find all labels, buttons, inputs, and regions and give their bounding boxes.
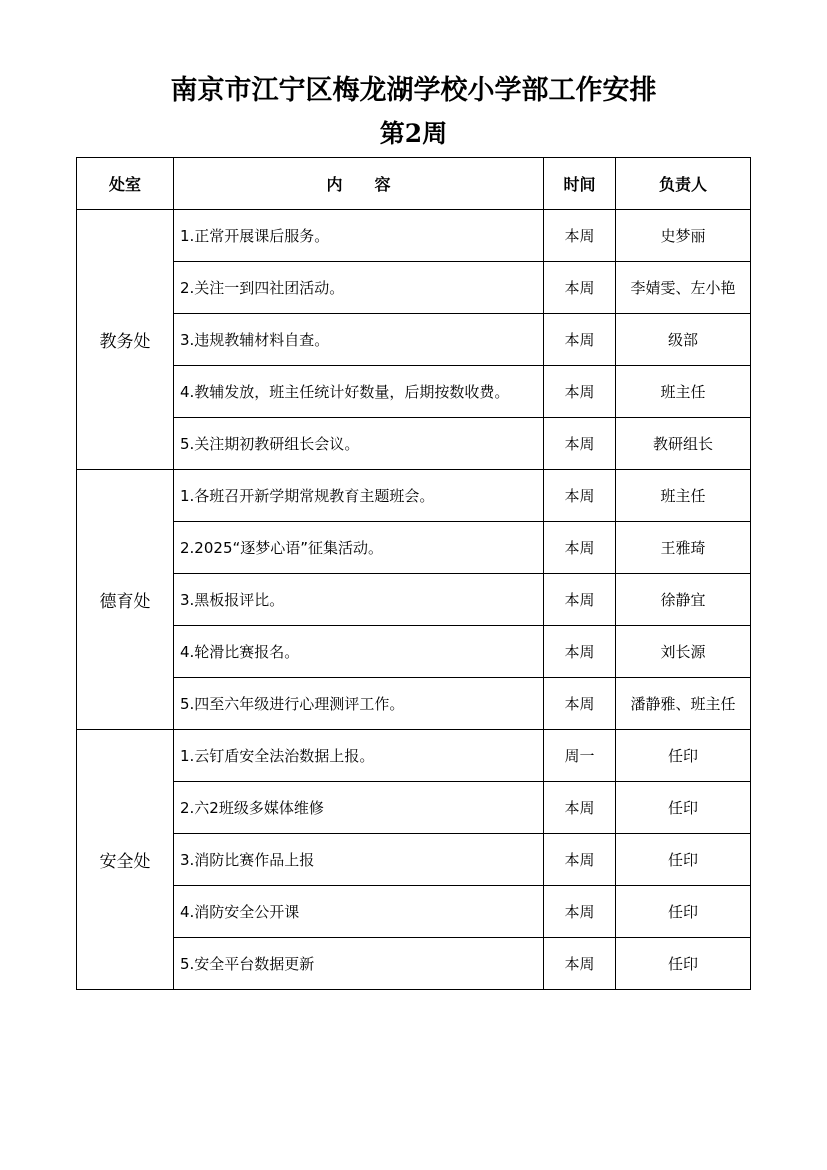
time-cell: 本周	[544, 210, 616, 262]
table-row	[77, 366, 751, 418]
content-cell: 2.2025“逐梦心语”征集活动。	[174, 522, 544, 574]
time-cell: 本周	[544, 470, 616, 522]
owner-cell: 史梦丽	[616, 210, 751, 262]
time-cell: 本周	[544, 678, 616, 730]
content-cell: 3.违规教辅材料自查。	[174, 314, 544, 366]
time-cell: 本周	[544, 366, 616, 418]
time-cell: 本周	[544, 574, 616, 626]
header-owner: 负责人	[616, 158, 751, 210]
table-row	[77, 938, 751, 990]
content-cell: 1.正常开展课后服务。	[174, 210, 544, 262]
owner-cell: 班主任	[616, 366, 751, 418]
owner-cell: 徐静宜	[616, 574, 751, 626]
table-row	[77, 314, 751, 366]
owner-cell: 王雅琦	[616, 522, 751, 574]
content-cell: 5.关注期初教研组长会议。	[174, 418, 544, 470]
table-row	[77, 782, 751, 834]
table-row	[77, 522, 751, 574]
owner-cell: 任印	[616, 782, 751, 834]
dept-cell: 安全处	[77, 730, 174, 990]
owner-cell: 教研组长	[616, 418, 751, 470]
owner-cell: 李婧雯、左小艳	[616, 262, 751, 314]
schedule-table	[76, 157, 751, 990]
owner-cell: 级部	[616, 314, 751, 366]
time-cell: 周一	[544, 730, 616, 782]
table-row	[77, 262, 751, 314]
owner-cell: 任印	[616, 730, 751, 782]
dept-cell: 德育处	[77, 470, 174, 730]
header-content: 内 容	[174, 158, 544, 210]
content-cell: 5.安全平台数据更新	[174, 938, 544, 990]
content-cell: 4.消防安全公开课	[174, 886, 544, 938]
content-cell: 5.四至六年级进行心理测评工作。	[174, 678, 544, 730]
time-cell: 本周	[544, 938, 616, 990]
table-row	[77, 886, 751, 938]
owner-cell: 任印	[616, 834, 751, 886]
header-time: 时间	[544, 158, 616, 210]
page-subtitle: 第2周	[379, 119, 448, 148]
header-dept: 处室	[77, 158, 174, 210]
content-cell: 4.教辅发放，班主任统计好数量，后期按数收费。	[174, 366, 544, 418]
table-row	[77, 210, 751, 262]
time-cell: 本周	[544, 314, 616, 366]
content-cell: 2.六2班级多媒体维修	[174, 782, 544, 834]
time-cell: 本周	[544, 626, 616, 678]
content-cell: 2.关注一到四社团活动。	[174, 262, 544, 314]
owner-cell: 任印	[616, 938, 751, 990]
content-cell: 1.各班召开新学期常规教育主题班会。	[174, 470, 544, 522]
owner-cell: 任印	[616, 886, 751, 938]
time-cell: 本周	[544, 418, 616, 470]
table-row	[77, 418, 751, 470]
time-cell: 本周	[544, 834, 616, 886]
table-header-row	[77, 158, 751, 210]
time-cell: 本周	[544, 262, 616, 314]
owner-cell: 班主任	[616, 470, 751, 522]
time-cell: 本周	[544, 522, 616, 574]
content-cell: 3.消防比赛作品上报	[174, 834, 544, 886]
table-row	[77, 678, 751, 730]
owner-cell: 潘静雅、班主任	[616, 678, 751, 730]
time-cell: 本周	[544, 886, 616, 938]
table-row	[77, 730, 751, 782]
table-row	[77, 574, 751, 626]
page-title: 南京市江宁区梅龙湖学校小学部工作安排	[170, 75, 657, 106]
owner-cell: 刘长源	[616, 626, 751, 678]
table-row	[77, 834, 751, 886]
dept-cell: 教务处	[77, 210, 174, 470]
table-row	[77, 470, 751, 522]
time-cell: 本周	[544, 782, 616, 834]
content-cell: 1.云钉盾安全法治数据上报。	[174, 730, 544, 782]
table-row	[77, 626, 751, 678]
content-cell: 4.轮滑比赛报名。	[174, 626, 544, 678]
content-cell: 3.黑板报评比。	[174, 574, 544, 626]
